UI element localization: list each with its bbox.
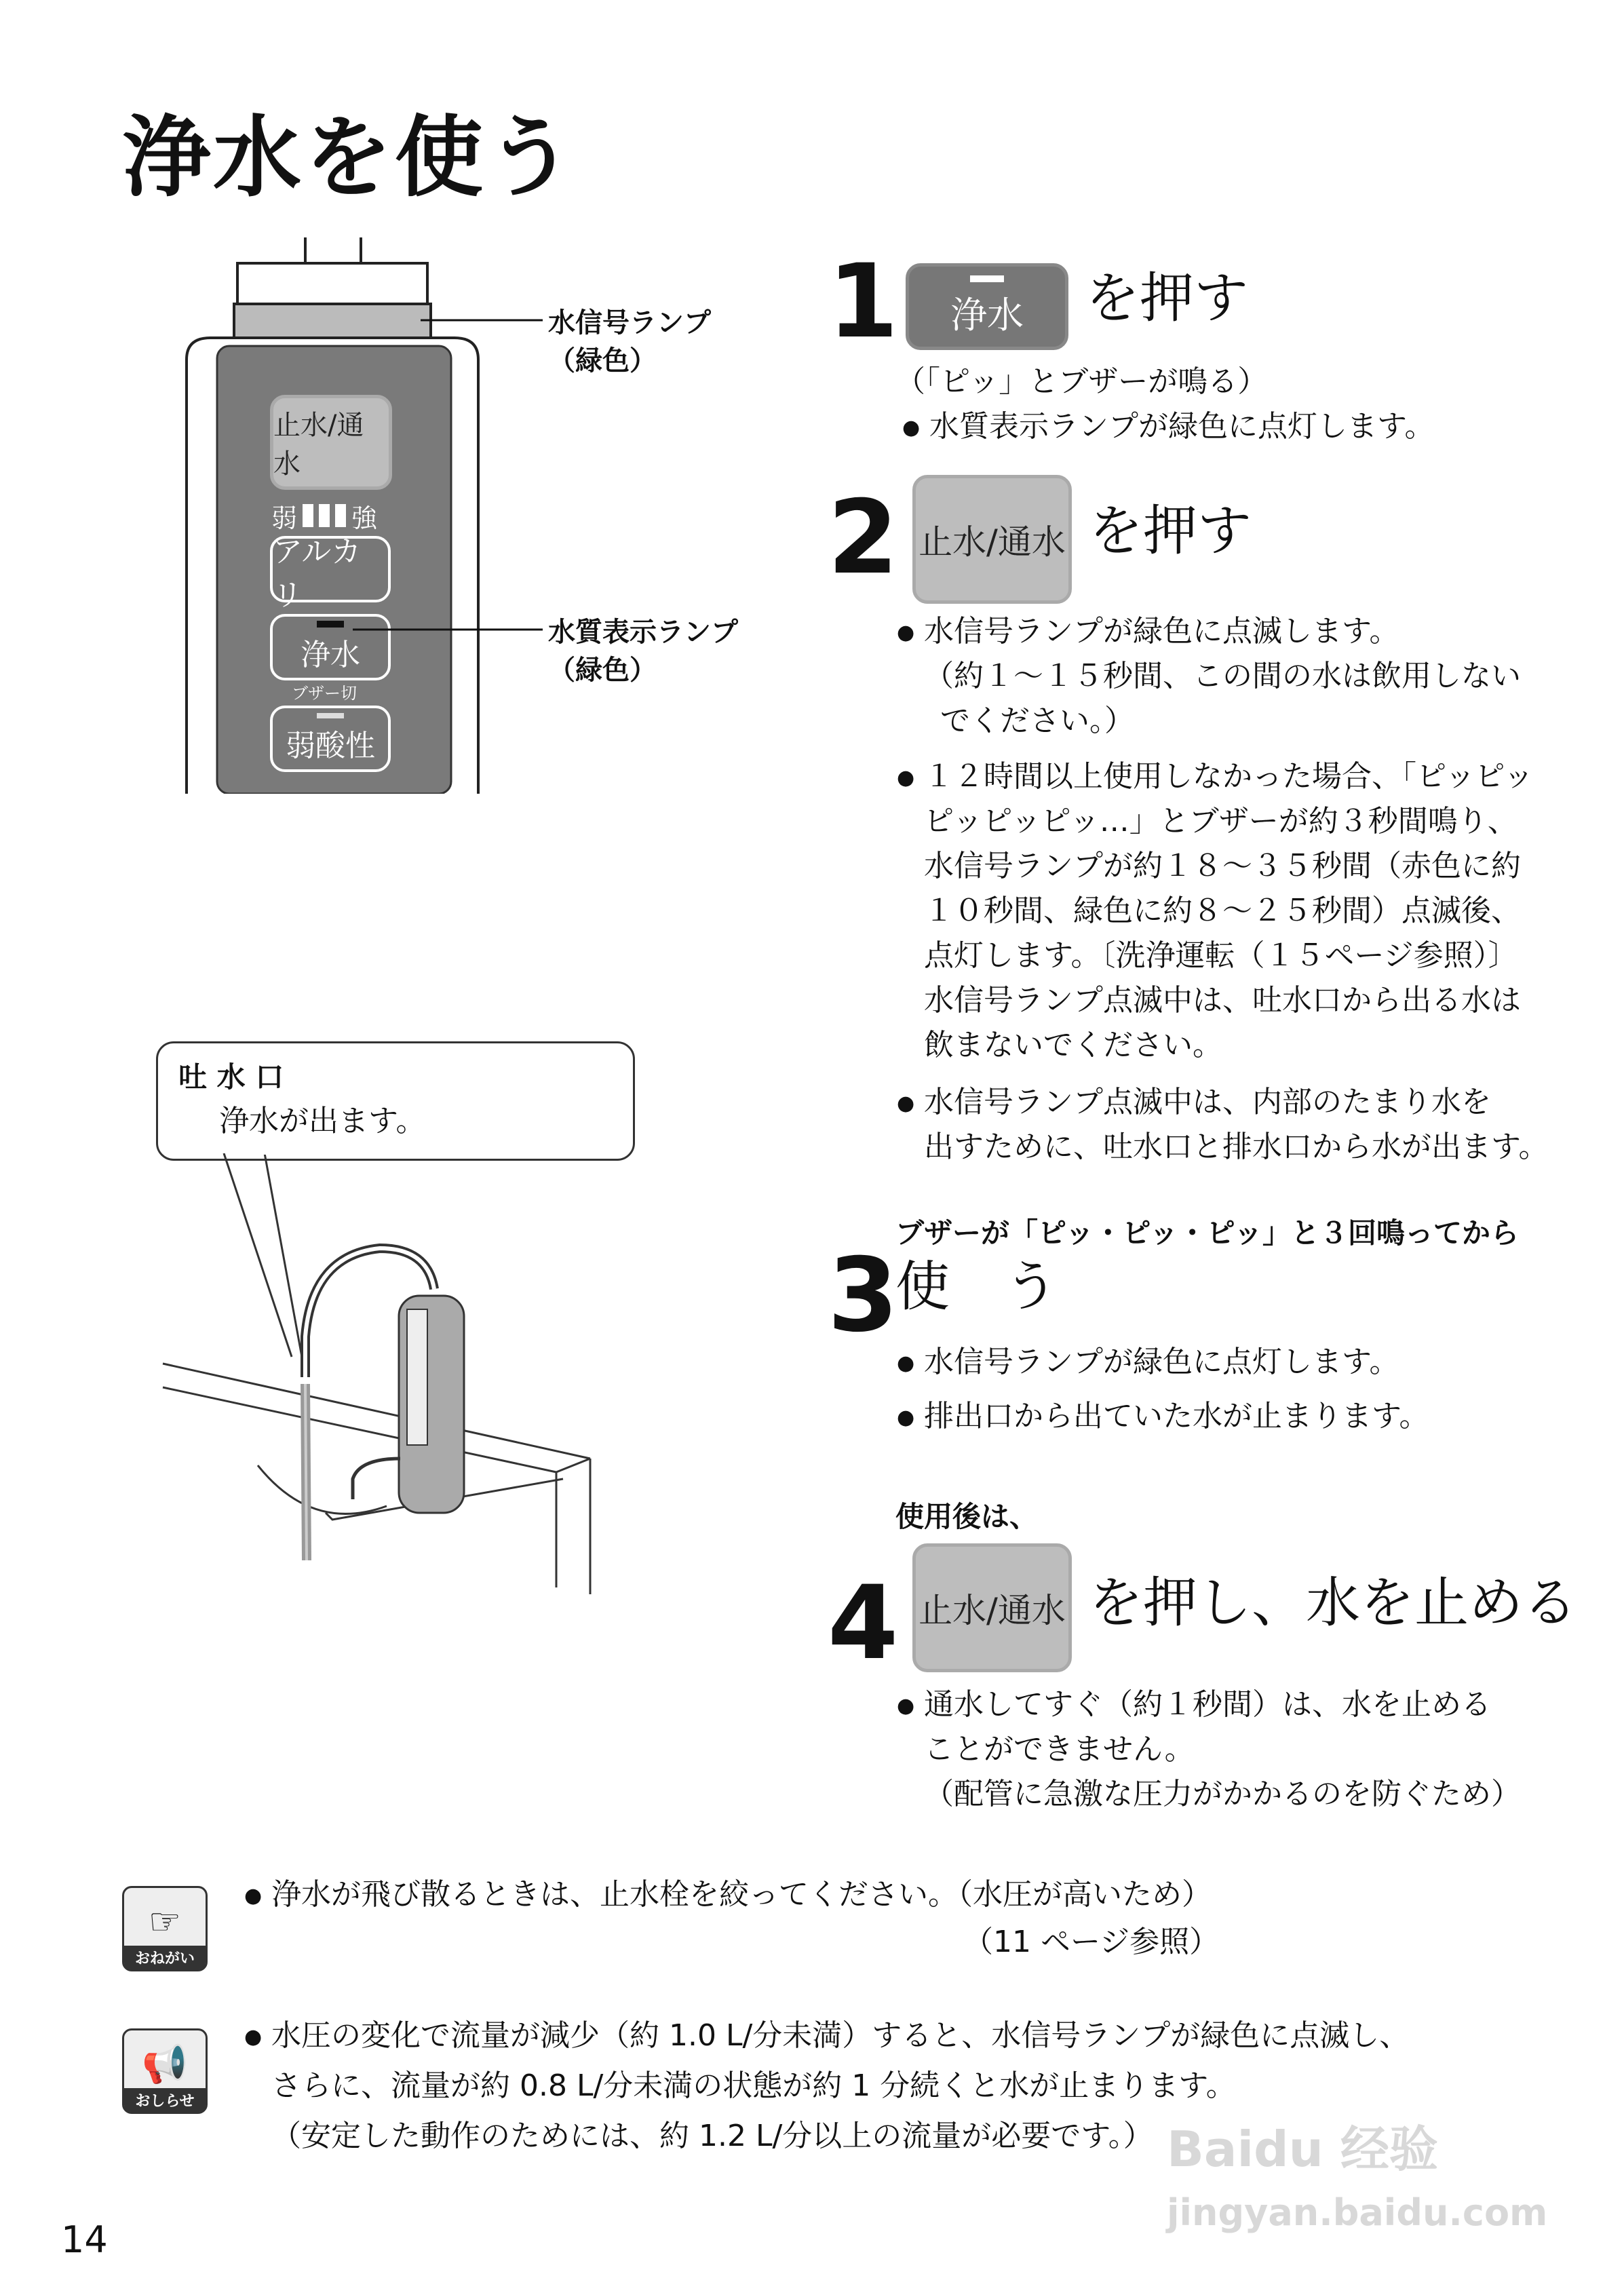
watermark-url: jingyan.baidu.com [1167, 2191, 1548, 2234]
step-4-bullet-1-line-2: ことができません。 [924, 1732, 1195, 1767]
page-number: 14 [61, 2218, 108, 2261]
purified-label: 浄水 [301, 638, 360, 672]
info-notice-icon [122, 2028, 208, 2114]
step-2-stop-flow-button[interactable] [912, 475, 1072, 604]
step-4-action: を押し、水を止める [1089, 1571, 1577, 1634]
step-3-bullet-2: ● 排出口から出ていた水が止まります。 [924, 1394, 1429, 1439]
step-3-number: 3 [828, 1237, 899, 1355]
step-1-purified-button[interactable] [906, 263, 1068, 350]
step-4-bullet-1-line-1: ● 通水してすぐ（約１秒間）は、水を止める [924, 1682, 1491, 1727]
step-2-action: を押す [1089, 499, 1252, 562]
step-2-button-label: 止水/通水 [919, 522, 1066, 562]
alkali-label: アルカリ [273, 535, 362, 613]
step-2-bullet-2-line-3: 水信号ランプが約１８～３５秒間（赤色に約 [924, 849, 1521, 883]
watermark-brand: Baidu 经验 [1167, 2121, 1439, 2178]
step-2-bullet-1-line-3: でください。） [940, 704, 1134, 738]
step-2-bullet-2-line-4: １０秒間、緑色に約８～２５秒間）点滅後、 [924, 893, 1521, 928]
request-notice-line-2: （11 ページ参照） [963, 1925, 1220, 1959]
page-title: 浄水を使う [122, 106, 577, 209]
step-2-bullet-2-line-7: 飲まないでください。 [924, 1028, 1222, 1062]
strength-weak-label: 弱 [271, 503, 298, 533]
step-2-bullet-1-line-2: （約１～１５秒間、この間の水は飲用しない [924, 659, 1521, 693]
step-4-button-label: 止水/通水 [919, 1591, 1066, 1630]
faucet-illustration [156, 1153, 631, 1615]
step-1-action: を押す [1085, 267, 1248, 330]
request-icon-label: おねがい [124, 1946, 206, 1969]
step-1-button-label: 浄水 [950, 293, 1024, 336]
step-2-bullet-2-line-6: 水信号ランプ点滅中は、吐水口から出る水は [924, 983, 1521, 1018]
step-1-note: （「ピッ」とブザーが鳴る） [895, 364, 1268, 399]
step-2-bullet-1-line-1: ● 水信号ランプが緑色に点滅します。 [924, 609, 1399, 654]
step-2-bullet-2-line-1: ● １２時間以上使用しなかった場合、「ピッピッ [924, 754, 1533, 799]
spout-title: 吐 水 口 [178, 1060, 284, 1094]
step-3-action: 使 う [895, 1255, 1058, 1318]
step-4-number: 4 [828, 1564, 899, 1682]
quality-lamp-label: 水質表示ランプ [548, 617, 738, 648]
water-signal-lamp-color: （緑色） [548, 345, 657, 377]
megaphone-icon: 📢 [142, 2043, 188, 2085]
strength-strong-label: 強 [351, 503, 378, 533]
step-3-pre: ブザーが「ピッ・ピッ・ピッ」と３回鳴ってから [895, 1216, 1519, 1250]
step-1-lamp [970, 275, 1004, 282]
info-notice-line-2: さらに、流量が約 0.8 L/分未満の状態が約 1 分続くと水が止まります。 [271, 2068, 1236, 2103]
stop-flow-label: 止水/通水 [273, 410, 364, 480]
request-notice-line-1: ● 浄水が飛び散るときは、止水栓を絞ってください。（水圧が高いため） [271, 1872, 1212, 1917]
step-4-pre: 使用後は、 [895, 1500, 1039, 1533]
spout-callout [156, 1041, 635, 1161]
step-2-bullet-3-line-2: 出すために、吐水口と排水口から水が出ます。 [924, 1130, 1549, 1164]
spout-text: 浄水が出ます。 [219, 1104, 426, 1138]
info-notice-line-1: ● 水圧の変化で流量が減少（約 1.0 L/分未満）すると、水信号ランプが緑色に点滅し、 [271, 2013, 1409, 2058]
step-4-bullet-1-line-3: （配管に急激な圧力がかかるのを防ぐため） [924, 1777, 1521, 1811]
pointing-hand-icon: ☞ [148, 1900, 182, 1943]
step-2-number: 2 [828, 479, 899, 597]
step-2-bullet-2-line-2: ピッピッピッ…」とブザーが約３秒間鳴り、 [924, 804, 1517, 839]
quality-lamp-color: （緑色） [548, 655, 657, 686]
step-3-bullet-1: ● 水信号ランプが緑色に点灯します。 [924, 1340, 1399, 1385]
info-notice-line-3: （安定した動作のためには、約 1.2 L/分以上の流量が必要です。） [271, 2119, 1153, 2153]
step-1-bullet-1: ● 水質表示ランプが緑色に点灯します。 [929, 404, 1434, 449]
request-notice-icon [122, 1886, 208, 1971]
step-1-number: 1 [828, 243, 899, 361]
step-2-bullet-3-line-1: ● 水信号ランプ点滅中は、内部のたまり水を [924, 1080, 1491, 1125]
weak-acid-label: 弱酸性 [286, 729, 375, 763]
water-signal-lamp-label: 水信号ランプ [548, 307, 711, 339]
buzzer-off-label: ブザー切 [292, 684, 357, 703]
step-4-stop-flow-button[interactable] [912, 1543, 1072, 1672]
info-icon-label: おしらせ [124, 2088, 206, 2112]
step-2-bullet-2-line-5: 点灯します。〔洗浄運転（１５ページ参照）〕 [924, 938, 1518, 973]
